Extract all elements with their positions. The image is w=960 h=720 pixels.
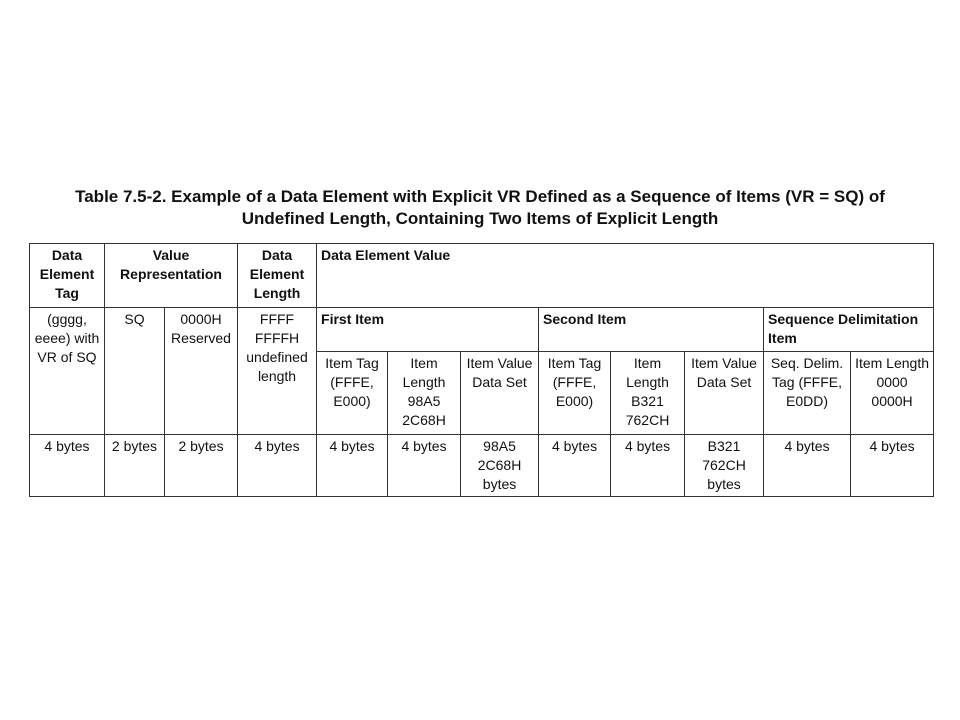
cell-bytes-first-value: 98A5 2C68H bytes bbox=[461, 435, 539, 497]
cell-bytes-length: 4 bytes bbox=[238, 435, 317, 497]
cell-undefined-length: FFFF FFFFH undefined length bbox=[238, 308, 317, 435]
cell-tag-value: (gggg, eeee) with VR of SQ bbox=[30, 308, 105, 435]
cell-bytes-second-length: 4 bytes bbox=[611, 435, 685, 497]
cell-first-item-value: Item Value Data Set bbox=[461, 352, 539, 435]
header-data-element-length: Data Element Length bbox=[238, 244, 317, 308]
header-data-element-tag: Data Element Tag bbox=[30, 244, 105, 308]
cell-first-item: First Item bbox=[317, 308, 539, 352]
cell-bytes-delim-tag: 4 bytes bbox=[764, 435, 851, 497]
header-value-representation: Value Representation bbox=[105, 244, 238, 308]
cell-second-item-length: Item Length B321 762CH bbox=[611, 352, 685, 435]
cell-bytes-second-value: B321 762CH bytes bbox=[685, 435, 764, 497]
cell-bytes-vr: 2 bytes bbox=[105, 435, 165, 497]
cell-bytes-delim-length: 4 bytes bbox=[851, 435, 934, 497]
table-row bbox=[30, 435, 934, 497]
cell-sequence-delimitation-item: Sequence Delimitation Item bbox=[764, 308, 934, 352]
table-row bbox=[30, 308, 934, 352]
cell-reserved: 0000H Reserved bbox=[165, 308, 238, 435]
caption-line-2: Undefined Length, Containing Two Items of Explicit Length bbox=[241, 209, 719, 228]
data-element-table bbox=[29, 243, 934, 497]
caption-line-1: Table 7.5-2. Example of a Data Element with Explicit VR Defined as a Sequence of Items (VR = SQ) of bbox=[75, 187, 885, 206]
cell-second-item: Second Item bbox=[539, 308, 764, 352]
cell-bytes-tag: 4 bytes bbox=[30, 435, 105, 497]
cell-second-item-tag: Item Tag (FFFE, E000) bbox=[539, 352, 611, 435]
table-caption bbox=[20, 186, 940, 230]
header-data-element-value: Data Element Value bbox=[317, 244, 934, 308]
table-header-row bbox=[30, 244, 934, 308]
cell-seq-delim-tag: Seq. Delim. Tag (FFFE, E0DD) bbox=[764, 352, 851, 435]
cell-seq-delim-length: Item Length 0000 0000H bbox=[851, 352, 934, 435]
cell-first-item-tag: Item Tag (FFFE, E000) bbox=[317, 352, 388, 435]
cell-bytes-first-length: 4 bytes bbox=[388, 435, 461, 497]
cell-bytes-reserved: 2 bytes bbox=[165, 435, 238, 497]
cell-bytes-first-tag: 4 bytes bbox=[317, 435, 388, 497]
cell-second-item-value: Item Value Data Set bbox=[685, 352, 764, 435]
cell-bytes-second-tag: 4 bytes bbox=[539, 435, 611, 497]
cell-first-item-length: Item Length 98A5 2C68H bbox=[388, 352, 461, 435]
cell-vr-sq: SQ bbox=[105, 308, 165, 435]
